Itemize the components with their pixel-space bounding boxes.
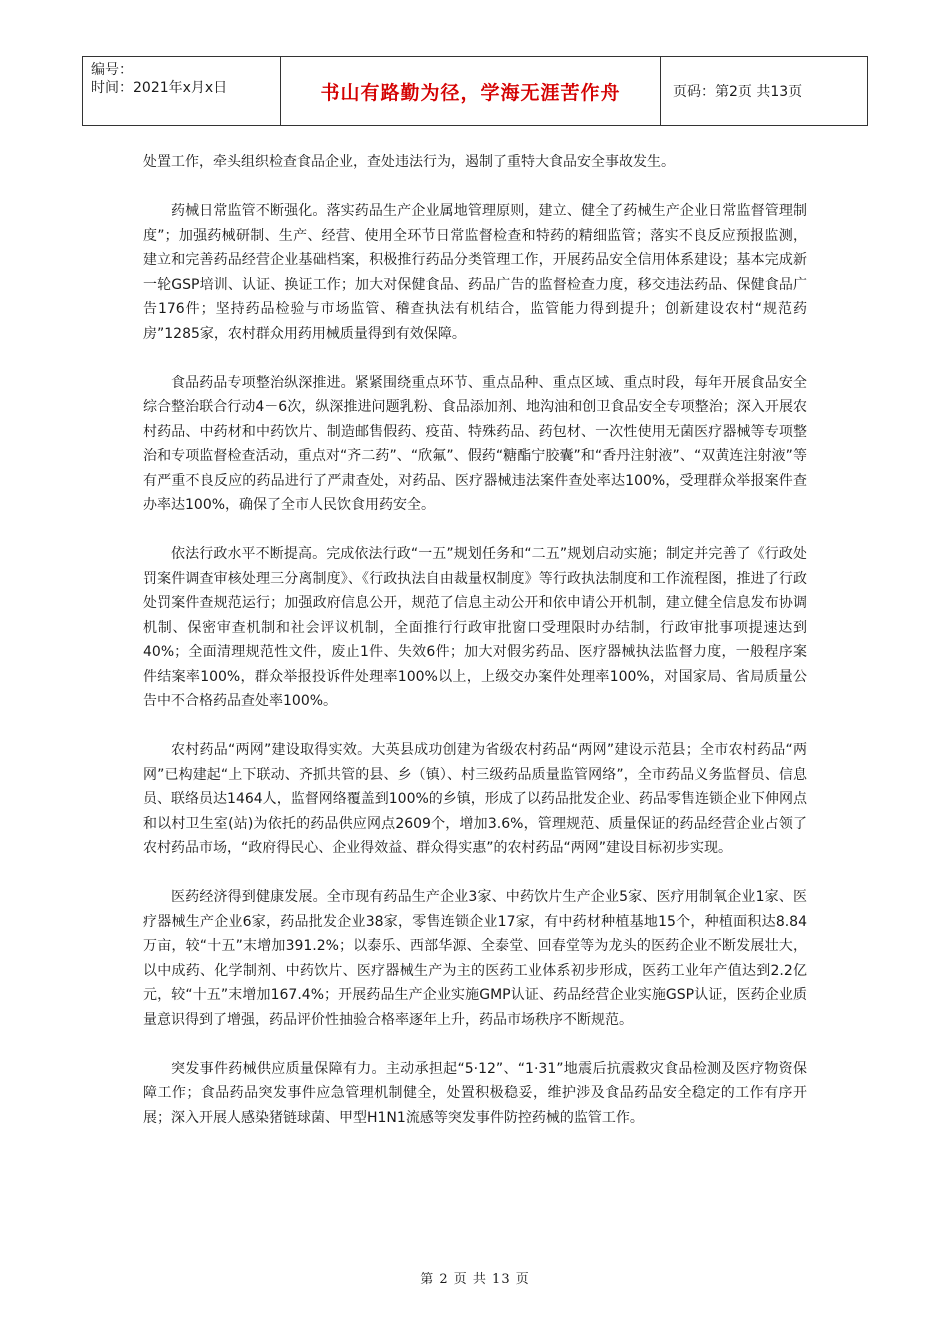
document-number-label: 编号：: [91, 62, 133, 78]
document-header: [82, 56, 868, 126]
header-page-info: 页码：第2页 共13页: [673, 84, 803, 100]
paragraph-pharma-economy: 医药经济得到健康发展。全市现有药品生产企业3家、中药饮片生产企业5家、医疗用制氧企业1家、医疗器械生产企业6家，药品批发企业38家，零售连锁企业17家，有中药材种植基地15个，种植面积达8.84万亩，较“十五”末增加391.2%；以泰乐、西部华源、全泰堂、回春堂等为龙头的医药企业不断发展壮大，以中成药、化学制剂、中药饮片、医疗器械生产为主的医药工业体系初步形成，医药工业年产值达到2.2亿元，较“十五”末增加167.4%；开展药品生产企业实施GMP认证、药品经营企业实施GSP认证，医药企业质量意识得到了增强，药品评价性抽验合格率逐年上升，药品市场秩序不断规范。: [143, 889, 807, 1028]
document-time: 时间：2021年x月x日: [91, 80, 228, 96]
paragraph-emergency-supply: 突发事件药械供应质量保障有力。主动承担起“5·12”、“1·31”地震后抗震救灾食品检测及医疗物资保障工作；食品药品突发事件应急管理机制健全，处置积极稳妥，维护涉及食品药品安全稳定的工作有序开展；深入开展人感染猪链球菌、甲型H1N1流感等突发事件防控药械的监管工作。: [143, 1060, 807, 1126]
paragraph-special-rectification: 食品药品专项整治纵深推进。紧紧围绕重点环节、重点品种、重点区域、重点时段，每年开展食品安全综合整治联合行动4－6次，纵深推进问题乳粉、食品添加剂、地沟油和创卫食品安全专项整治；深入开展农村药品、中药材和中药饮片、制造邮售假药、疫苗、特殊药品、药包材、一次性使用无菌医疗器械等专项整治和专项监督检查活动，重点对“齐二药”、“欣氟”、假药“糖酯宁胶囊”和“香丹注射液”、“双黄连注射液”等有严重不良反应的药品进行了严肃查处，对药品、医疗器械违法案件查处率达100%，受理群众举报案件查办率达100%，确保了全市人民饮食用药安全。: [143, 374, 807, 513]
header-meta: [83, 57, 281, 125]
page-footer: 第 2 页 共 13 页: [420, 1272, 530, 1287]
document-body: [143, 150, 807, 1155]
paragraph-drug-device-supervision: 药械日常监管不断强化。落实药品生产企业属地管理原则，建立、健全了药械生产企业日常监督管理制度”；加强药械研制、生产、经营、使用全环节日常监督检查和特药的精细监管；落实不良反应预报监测，建立和完善药品经营企业基础档案，积极推行药品分类管理工作，开展药品安全信用体系建设；基本完成新一轮GSP培训、认证、换证工作；加大对保健食品、药品广告的监督检查力度，移交违法药品、保健食品广告176件；坚持药品检验与市场监管、稽查执法有机结合，监管能力得到提升；创新建设农村“规范药房”1285家，农村群众用药用械质量得到有效保障。: [143, 203, 807, 342]
paragraph-administration-by-law: 依法行政水平不断提高。完成依法行政“一五”规划任务和“二五”规划启动实施；制定并完善了《行政处罚案件调查审核处理三分离制度》、《行政执法自由裁量权制度》等行政执法制度和工作流程图，推进了行政处罚案件查规范运行；加强政府信息公开，规范了信息主动公开和依申请公开机制，建立健全信息发布协调机制、保密审查机制和社会评议机制，全面推行行政审批窗口受理限时办结制，行政审批事项提速达到40%；全面清理规范性文件，废止1件、失效6件；加大对假劣药品、医疗器械执法监督力度，一般程序案件结案率100%，群众举报投诉件处理率100%以上，上级交办案件处理率100%，对国家局、省局质量公告中不合格药品查处率100%。: [143, 546, 807, 709]
paragraph-rural-two-networks: 农村药品“两网”建设取得实效。大英县成功创建为省级农村药品“两网”建设示范县；全市农村药品“两网”已构建起“上下联动、齐抓共管的县、乡（镇）、村三级药品质量监管网络”，全市药品义务监督员、信息员、联络员达1464人，监督网络覆盖到100%的乡镇，形成了以药品批发企业、药品零售连锁企业下伸网点和以村卫生室(站)为依托的药品供应网点2609个，增加3.6%，管理规范、质量保证的药品经营企业占领了农村药品市场，“政府得民心、企业得效益、群众得实惠”的农村药品“两网”建设目标初步实现。: [143, 742, 807, 856]
header-motto: 书山有路勤为径，学海无涯苦作舟: [281, 57, 661, 125]
paragraph-continuation: 处置工作，牵头组织检查食品企业，查处违法行为，遏制了重特大食品安全事故发生。: [143, 154, 675, 170]
